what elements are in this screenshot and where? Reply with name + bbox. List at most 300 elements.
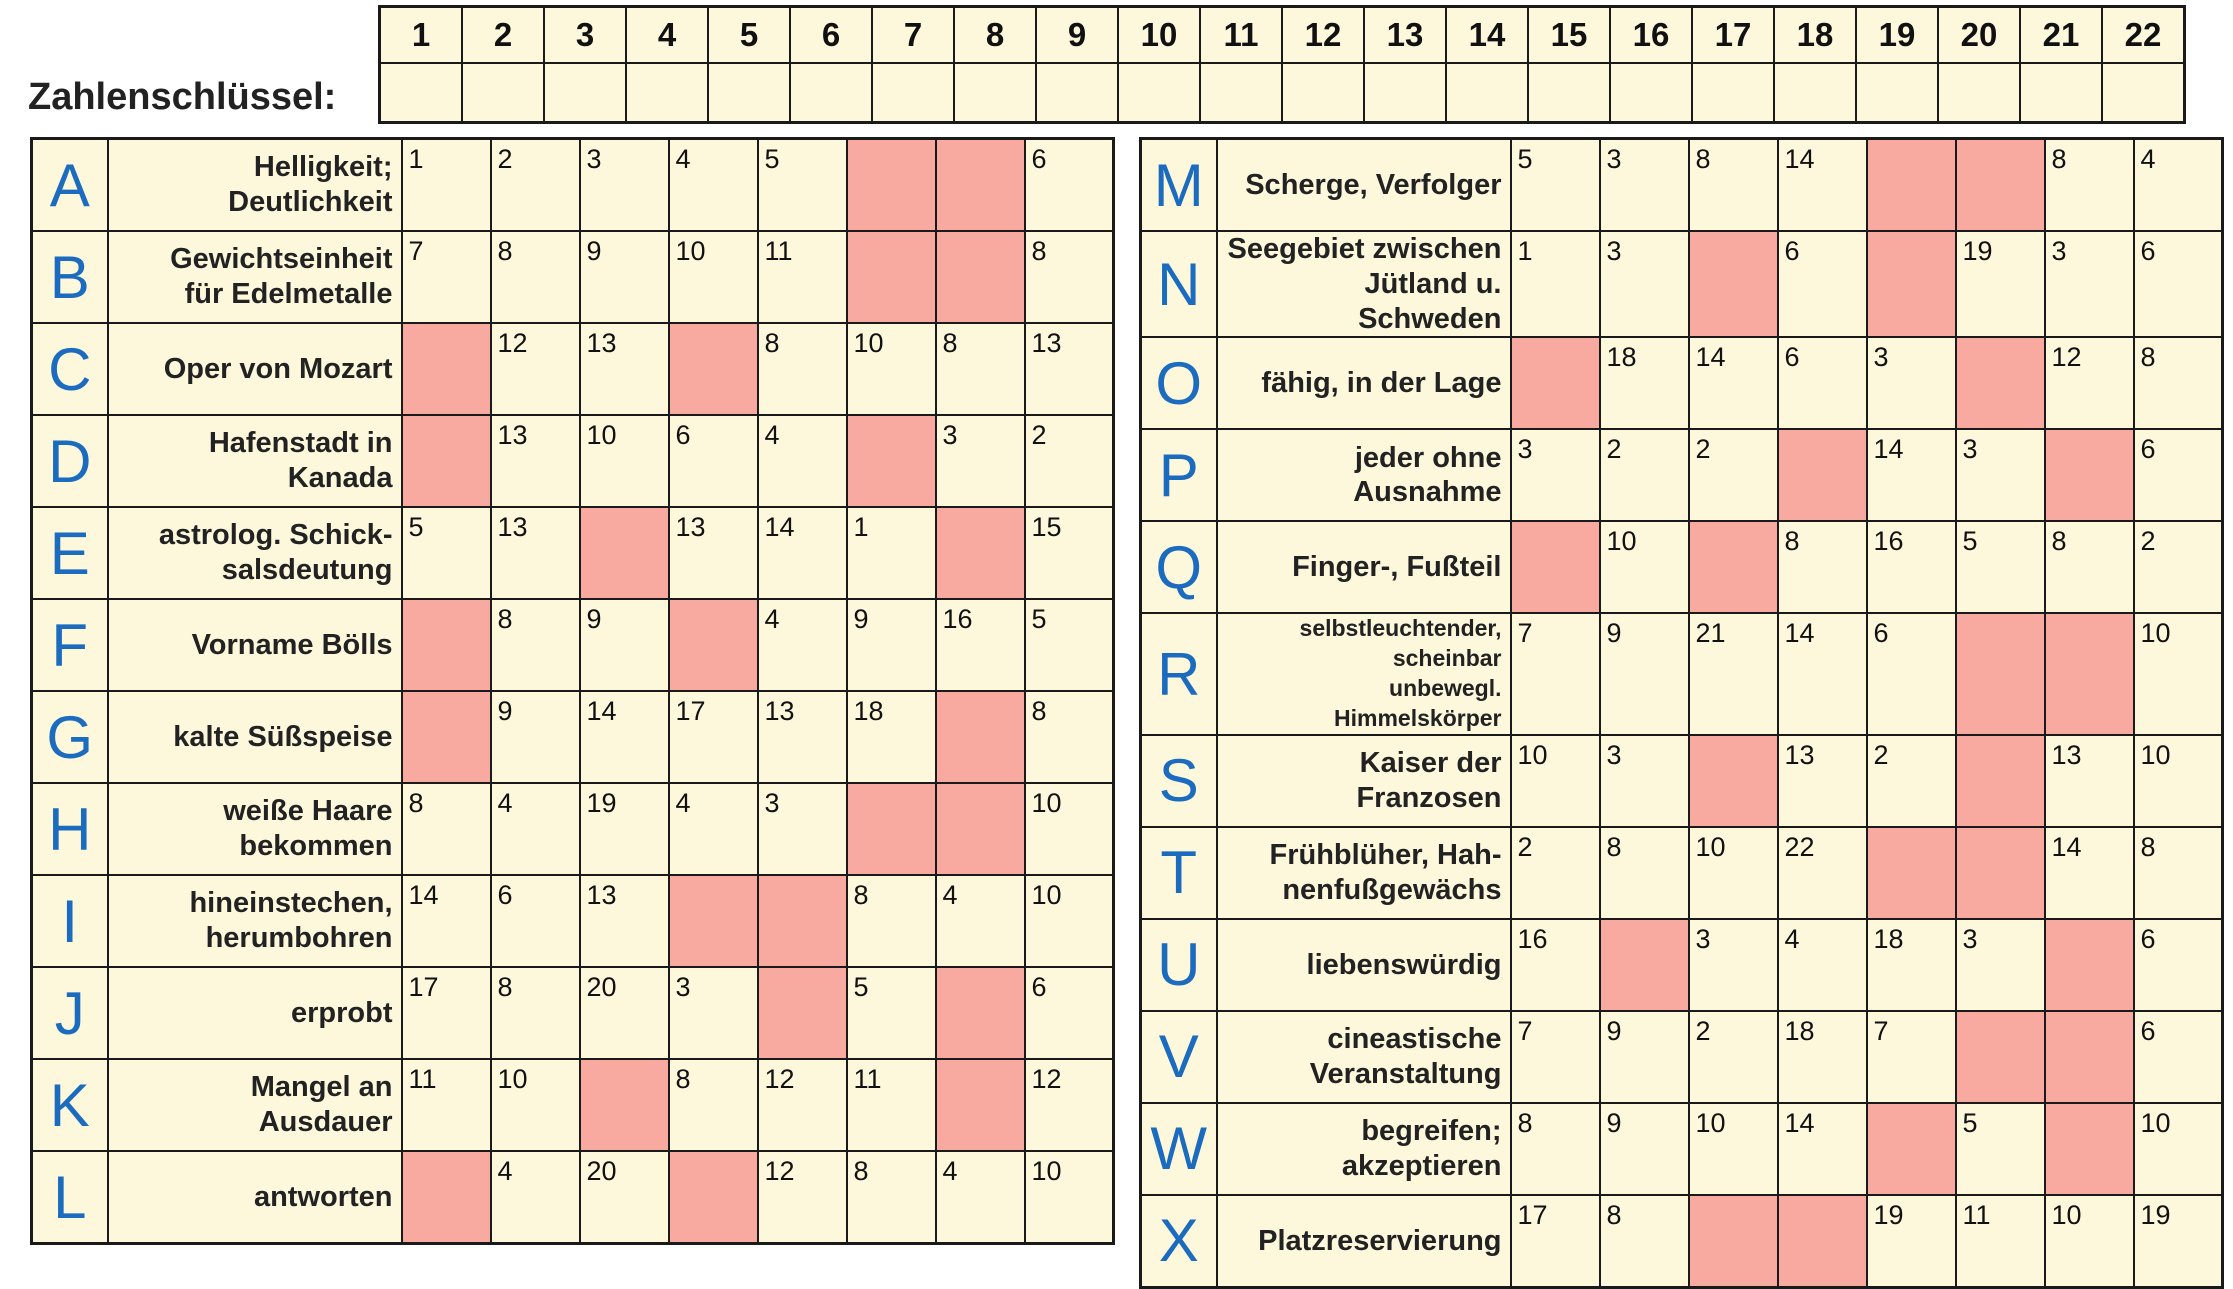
row-letter: E [32,507,108,599]
clue-line: antworten [253,1180,393,1213]
answer-cell[interactable]: 8 [1025,691,1114,783]
answer-cell[interactable]: 21 [1689,613,1778,735]
shaded-cell [402,691,491,783]
clue-line: weiße Haare [223,795,393,828]
answer-cell[interactable]: 6 [2134,231,2223,337]
answer-cell[interactable]: 8 [491,967,580,1059]
key-number: 11 [1200,7,1282,64]
shaded-cell [847,415,936,507]
shaded-cell [669,599,758,691]
answer-cell[interactable]: 2 [1600,429,1689,521]
answer-cell[interactable]: 3 [1600,139,1689,232]
answer-cell[interactable]: 10 [2134,735,2223,827]
answer-cell[interactable]: 5 [1956,1103,2045,1195]
answer-cell[interactable]: 7 [1511,613,1600,735]
answer-cell[interactable]: 18 [1778,1011,1867,1103]
key-number: 12 [1282,7,1364,64]
answer-cell[interactable]: 14 [1689,337,1778,429]
shaded-cell [936,967,1025,1059]
shaded-cell [936,783,1025,875]
clue-text [1217,827,1511,919]
key-letter-slot[interactable] [954,63,1036,123]
answer-cell[interactable]: 10 [580,415,669,507]
shaded-cell [1689,1195,1778,1288]
puzzle-row-t [1141,827,2223,919]
row-letter: L [32,1151,108,1244]
answer-cell[interactable]: 11 [758,231,847,323]
answer-cell[interactable]: 14 [402,875,491,967]
answer-cell[interactable]: 14 [758,507,847,599]
answer-cell[interactable]: 10 [491,1059,580,1151]
shaded-cell [2045,429,2134,521]
answer-cell[interactable]: 10 [2134,613,2223,735]
answer-cell[interactable]: 6 [1778,231,1867,337]
key-number: 21 [2020,7,2102,64]
row-letter: P [1141,429,1217,521]
clue-line: cineastische [1327,1023,1502,1056]
key-letter-slot[interactable] [462,63,544,123]
shaded-cell [936,139,1025,232]
answer-cell[interactable]: 19 [1956,231,2045,337]
answer-cell[interactable]: 6 [1867,613,1956,735]
answer-cell[interactable]: 2 [1689,1011,1778,1103]
puzzle-row-w [1141,1103,2223,1195]
answer-cell[interactable]: 13 [1025,323,1114,415]
clue-line: Hafenstadt in [208,427,393,460]
answer-cell[interactable]: 11 [402,1059,491,1151]
answer-cell[interactable]: 2 [1511,827,1600,919]
shaded-cell [758,967,847,1059]
puzzle-row-d [32,415,1114,507]
shaded-cell [402,415,491,507]
answer-cell[interactable]: 6 [1025,139,1114,232]
shaded-cell [1689,521,1778,613]
clue-line: Mangel an [250,1071,393,1104]
row-letter: B [32,231,108,323]
answer-cell[interactable]: 4 [491,783,580,875]
shaded-cell [1956,139,2045,232]
answer-cell[interactable]: 9 [1600,613,1689,735]
key-number: 8 [954,7,1036,64]
answer-cell[interactable]: 10 [1511,735,1600,827]
answer-cell[interactable]: 10 [1689,1103,1778,1195]
shaded-cell [1956,1011,2045,1103]
answer-cell[interactable]: 11 [1956,1195,2045,1288]
key-letter-slot[interactable] [1200,63,1282,123]
key-letter-slot[interactable] [626,63,708,123]
answer-cell[interactable]: 6 [2134,1011,2223,1103]
clue-line: erprobt [291,996,393,1029]
shaded-cell [1778,1195,1867,1288]
answer-cell[interactable]: 20 [580,1151,669,1244]
key-letter-slot[interactable] [1282,63,1364,123]
answer-cell[interactable]: 13 [1778,735,1867,827]
shaded-cell [936,1059,1025,1151]
shaded-cell [669,875,758,967]
puzzle-row-l [32,1151,1114,1244]
answer-cell[interactable]: 10 [2134,1103,2223,1195]
shaded-cell [2045,919,2134,1011]
key-letter-slot[interactable] [872,63,954,123]
clue-text [1217,1195,1511,1288]
clue-line: Kaiser der [1359,747,1502,780]
shaded-cell [402,323,491,415]
answer-cell[interactable]: 13 [491,507,580,599]
shaded-cell [1956,613,2045,735]
answer-cell[interactable]: 8 [2045,139,2134,232]
answer-cell[interactable]: 1 [847,507,936,599]
answer-cell[interactable]: 22 [1778,827,1867,919]
answer-cell[interactable]: 13 [758,691,847,783]
puzzle-row-x [1141,1195,2223,1288]
row-letter: G [32,691,108,783]
shaded-cell [1956,827,2045,919]
answer-cell[interactable]: 12 [1025,1059,1114,1151]
answer-cell[interactable]: 3 [1956,919,2045,1011]
row-letter: V [1141,1011,1217,1103]
puzzle-row-u [1141,919,2223,1011]
row-letter: A [32,139,108,232]
answer-cell[interactable]: 2 [491,139,580,232]
key-number: 5 [708,7,790,64]
answer-cell[interactable]: 17 [669,691,758,783]
row-letter: O [1141,337,1217,429]
key-letter-slot[interactable] [1118,63,1200,123]
answer-cell[interactable]: 3 [758,783,847,875]
answer-cell[interactable]: 12 [2045,337,2134,429]
answer-cell[interactable]: 14 [1778,613,1867,735]
clue-line: Jütland u. Schweden [1358,267,1502,335]
answer-cell[interactable]: 14 [1867,429,1956,521]
key-letter-slot[interactable] [380,63,463,123]
row-letter: F [32,599,108,691]
key-letter-slot[interactable] [1446,63,1528,123]
key-letter-slot[interactable] [1938,63,2020,123]
answer-cell[interactable]: 4 [936,875,1025,967]
row-letter: I [32,875,108,967]
answer-cell[interactable]: 3 [669,967,758,1059]
answer-cell[interactable]: 1 [1511,231,1600,337]
answer-cell[interactable]: 14 [1778,139,1867,232]
answer-cell[interactable]: 6 [2134,919,2223,1011]
key-number: 14 [1446,7,1528,64]
key-letter-slot[interactable] [2102,63,2185,123]
shaded-cell [580,507,669,599]
clue-line: Scherge, Verfolger [1245,168,1502,201]
clue-line: Oper von Mozart [163,352,393,385]
answer-cell[interactable]: 16 [1511,919,1600,1011]
shaded-cell [402,1151,491,1244]
answer-cell[interactable]: 18 [847,691,936,783]
shaded-cell [758,875,847,967]
shaded-cell [1689,735,1778,827]
clue-line: Kanada [287,462,393,494]
answer-cell[interactable]: 19 [580,783,669,875]
answer-cell[interactable]: 10 [847,323,936,415]
answer-cell[interactable]: 13 [491,415,580,507]
answer-cell[interactable]: 8 [847,1151,936,1244]
puzzle-row-g [32,691,1114,783]
answer-cell[interactable]: 8 [1600,1195,1689,1288]
answer-cell[interactable]: 12 [758,1151,847,1244]
answer-cell[interactable]: 4 [936,1151,1025,1244]
answer-cell[interactable]: 17 [1511,1195,1600,1288]
answer-cell[interactable]: 12 [758,1059,847,1151]
clue-text [1217,139,1511,232]
answer-cell[interactable]: 8 [1778,521,1867,613]
answer-cell[interactable]: 10 [1689,827,1778,919]
answer-cell[interactable]: 8 [402,783,491,875]
answer-cell[interactable]: 8 [847,875,936,967]
clue-text [1217,1011,1511,1103]
clue-text [108,1059,402,1151]
answer-cell[interactable]: 14 [2045,827,2134,919]
answer-cell[interactable]: 5 [847,967,936,1059]
answer-cell[interactable]: 8 [1025,231,1114,323]
answer-cell[interactable]: 13 [580,875,669,967]
answer-cell[interactable]: 19 [1867,1195,1956,1288]
key-number: 13 [1364,7,1446,64]
answer-cell[interactable]: 7 [1867,1011,1956,1103]
clue-text [1217,613,1511,735]
answer-cell[interactable]: 10 [1025,1151,1114,1244]
answer-cell[interactable]: 8 [669,1059,758,1151]
answer-cell[interactable]: 3 [936,415,1025,507]
key-letter-slot[interactable] [1528,63,1610,123]
answer-cell[interactable]: 6 [1025,967,1114,1059]
answer-cell[interactable]: 8 [2134,337,2223,429]
answer-cell[interactable]: 14 [580,691,669,783]
answer-cell[interactable]: 8 [1600,827,1689,919]
key-letter-slot[interactable] [1036,63,1118,123]
key-number: 1 [380,7,463,64]
key-letter-slot[interactable] [1692,63,1774,123]
key-letter-slot[interactable] [544,63,626,123]
clue-line: akzeptieren [1341,1149,1502,1182]
key-number: 10 [1118,7,1200,64]
puzzle-row-n [1141,231,2223,337]
key-number: 17 [1692,7,1774,64]
answer-cell[interactable]: 4 [2134,139,2223,232]
clue-line: Ausdauer [258,1106,393,1138]
key-letter-slot[interactable] [708,63,790,123]
shaded-cell [1956,337,2045,429]
answer-cell[interactable]: 16 [1867,521,1956,613]
answer-cell[interactable]: 9 [847,599,936,691]
answer-cell[interactable]: 2 [2134,521,2223,613]
clue-text [1217,521,1511,613]
key-number: 7 [872,7,954,64]
answer-cell[interactable]: 15 [1025,507,1114,599]
answer-cell[interactable]: 13 [2045,735,2134,827]
key-number: 16 [1610,7,1692,64]
key-number: 6 [790,7,872,64]
number-key-table [378,5,2186,124]
answer-cell[interactable]: 9 [580,599,669,691]
key-letter-slot[interactable] [2020,63,2102,123]
shaded-cell [1511,337,1600,429]
answer-cell[interactable]: 14 [1778,1103,1867,1195]
answer-cell[interactable]: 7 [402,231,491,323]
answer-cell[interactable]: 16 [936,599,1025,691]
answer-cell[interactable]: 3 [1956,429,2045,521]
answer-cell[interactable]: 3 [1600,735,1689,827]
answer-cell[interactable]: 18 [1867,919,1956,1011]
shaded-cell [936,691,1025,783]
answer-cell[interactable]: 2 [1025,415,1114,507]
answer-cell[interactable]: 3 [1867,337,1956,429]
row-letter: U [1141,919,1217,1011]
clue-line: salsdeutung [221,554,393,586]
answer-cell[interactable]: 3 [2045,231,2134,337]
answer-cell[interactable]: 4 [758,599,847,691]
shaded-cell [847,783,936,875]
puzzle-row-p [1141,429,2223,521]
answer-cell[interactable]: 9 [1600,1011,1689,1103]
key-letter-slot[interactable] [1856,63,1938,123]
answer-cell[interactable]: 3 [1600,231,1689,337]
puzzle-row-s [1141,735,2223,827]
key-number: 4 [626,7,708,64]
shaded-cell [1867,231,1956,337]
shaded-cell [2045,1103,2134,1195]
answer-cell[interactable]: 4 [669,139,758,232]
answer-cell[interactable]: 4 [1778,919,1867,1011]
clue-line: herumbohren [205,922,393,954]
row-letter: N [1141,231,1217,337]
answer-cell[interactable]: 10 [1025,875,1114,967]
answer-cell[interactable]: 5 [758,139,847,232]
answer-cell[interactable]: 17 [402,967,491,1059]
key-letter-slot[interactable] [1774,63,1856,123]
clue-text [108,415,402,507]
answer-cell[interactable]: 5 [1025,599,1114,691]
answer-cell[interactable]: 5 [1956,521,2045,613]
clue-text [108,875,402,967]
clue-line: unbewegl. Himmelskörper [1334,675,1502,732]
answer-cell[interactable]: 8 [758,323,847,415]
answer-cell[interactable]: 8 [2134,827,2223,919]
answer-cell[interactable]: 6 [669,415,758,507]
answer-cell[interactable]: 8 [1511,1103,1600,1195]
answer-cell[interactable]: 3 [580,139,669,232]
answer-cell[interactable]: 18 [1600,337,1689,429]
clue-text [1217,337,1511,429]
clue-line: liebenswürdig [1306,948,1502,981]
answer-cell[interactable]: 6 [1778,337,1867,429]
answer-cell[interactable]: 12 [491,323,580,415]
key-number: 20 [1938,7,2020,64]
key-number: 15 [1528,7,1610,64]
clue-line: Platzreservierung [1258,1224,1502,1257]
clue-line: für Edelmetalle [184,278,393,310]
puzzle-row-k [32,1059,1114,1151]
answer-cell[interactable]: 3 [1689,919,1778,1011]
puzzle-row-q [1141,521,2223,613]
answer-cell[interactable]: 2 [1867,735,1956,827]
clue-text [108,139,402,232]
shaded-cell [936,507,1025,599]
clue-line: Deutlichkeit [228,186,393,218]
puzzle-row-f [32,599,1114,691]
shaded-cell [1867,1103,1956,1195]
answer-cell[interactable]: 8 [491,599,580,691]
answer-cell[interactable]: 10 [669,231,758,323]
answer-cell[interactable]: 2 [1689,429,1778,521]
clue-text [108,1151,402,1244]
answer-cell[interactable]: 6 [491,875,580,967]
key-number: 19 [1856,7,1938,64]
clue-text [1217,231,1511,337]
answer-cell[interactable]: 1 [402,139,491,232]
answer-cell[interactable]: 11 [847,1059,936,1151]
answer-cell[interactable]: 8 [2045,521,2134,613]
answer-cell[interactable]: 5 [402,507,491,599]
shaded-cell [1689,231,1778,337]
answer-cell[interactable]: 4 [669,783,758,875]
puzzle-grid-left [30,137,1115,1245]
clue-line: Seegebiet zwischen [1227,233,1502,265]
answer-cell[interactable]: 9 [1600,1103,1689,1195]
clue-line: Vorname Bölls [191,628,393,661]
answer-cell[interactable]: 19 [2134,1195,2223,1288]
key-letter-slot[interactable] [790,63,872,123]
row-letter: R [1141,613,1217,735]
answer-cell[interactable]: 4 [491,1151,580,1244]
puzzle-row-b [32,231,1114,323]
answer-cell[interactable]: 3 [1511,429,1600,521]
puzzle-row-m [1141,139,2223,232]
shaded-cell [847,139,936,232]
clue-line: Finger-, Fußteil [1292,550,1502,583]
answer-cell[interactable]: 7 [1511,1011,1600,1103]
puzzle-row-j [32,967,1114,1059]
row-letter: H [32,783,108,875]
answer-cell[interactable]: 9 [580,231,669,323]
answer-cell[interactable]: 8 [1689,139,1778,232]
answer-cell[interactable]: 10 [1025,783,1114,875]
key-number: 2 [462,7,544,64]
clue-text [1217,735,1511,827]
clue-text [108,691,402,783]
answer-cell[interactable]: 20 [580,967,669,1059]
answer-cell[interactable]: 8 [491,231,580,323]
key-number: 18 [1774,7,1856,64]
answer-cell[interactable]: 5 [1511,139,1600,232]
row-letter: T [1141,827,1217,919]
answer-cell[interactable]: 4 [758,415,847,507]
key-letter-slot[interactable] [1364,63,1446,123]
answer-cell[interactable]: 10 [2045,1195,2134,1288]
puzzle-row-o [1141,337,2223,429]
shaded-cell [669,323,758,415]
clue-line: bekommen [239,830,393,862]
clue-line: Gewichtseinheit [170,243,393,276]
answer-cell[interactable]: 13 [669,507,758,599]
answer-cell[interactable]: 13 [580,323,669,415]
answer-cell[interactable]: 10 [1600,521,1689,613]
answer-cell[interactable]: 6 [2134,429,2223,521]
key-letter-slot[interactable] [1610,63,1692,123]
clue-line: Frühblüher, Hah- [1269,839,1502,872]
clue-text [1217,1103,1511,1195]
row-letter: J [32,967,108,1059]
shaded-cell [1867,139,1956,232]
answer-cell[interactable]: 9 [491,691,580,783]
clue-line: Veranstaltung [1309,1057,1502,1090]
puzzle-grid-right [1139,137,2224,1289]
answer-cell[interactable]: 8 [936,323,1025,415]
